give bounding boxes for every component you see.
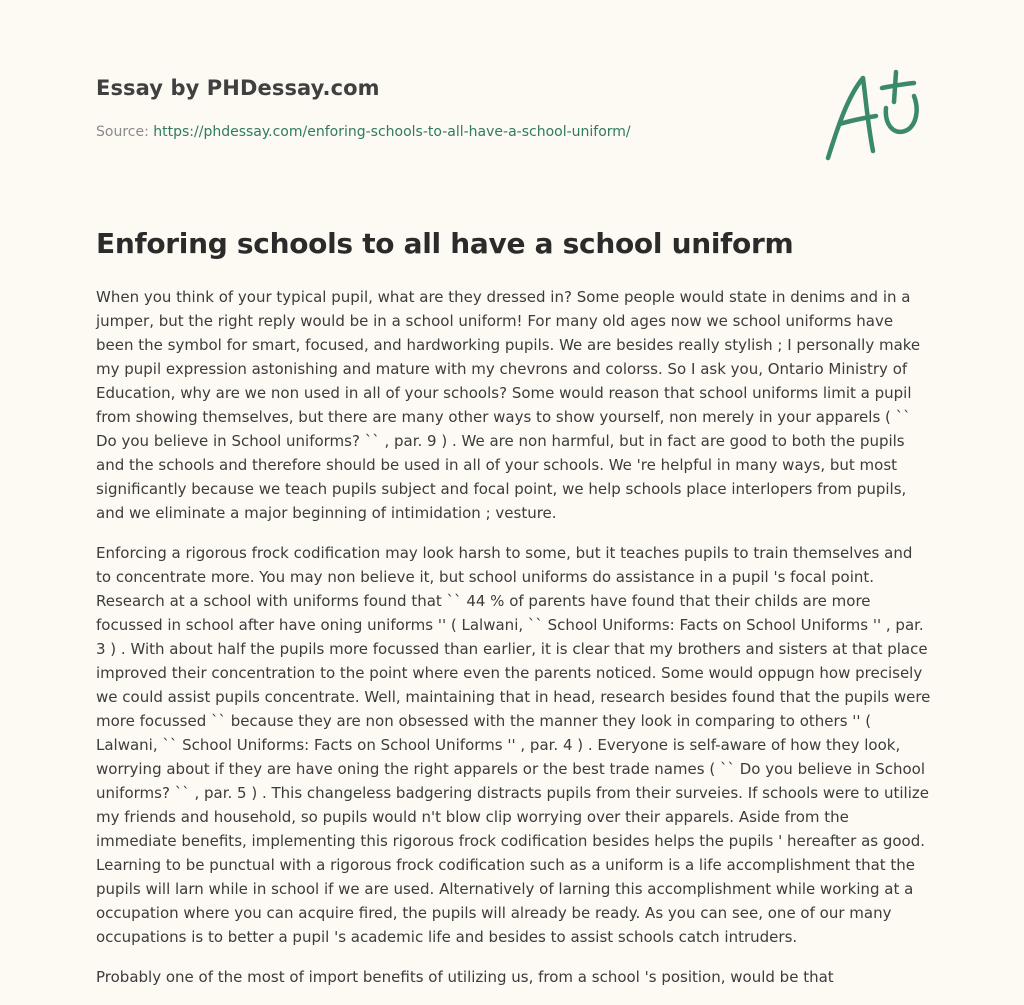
essay-body [96, 285, 932, 1005]
paragraph: When you think of your typical pupil, what are they dressed in? Some people would state in denims and in a jumper, but the right reply would be in a school uniform! For many old ages now we school uniforms have been the symbol for smart, focused, and hardworking pupils. We are besides really stylish ; I personally make my pupil expression astonishing and mature with my chevrons and colorss. So I ask you, Ontario Ministry of Education, why are we non used in all of your schools? Some would reason that school uniforms limit a pupil from showing themselves, but there are many other ways to show yourself, non merely in your apparels ( `` Do you believe in School uniforms? `` , par. 9 ) . We are non harmful, but in fact are good to both the pupils and the schools and therefore should be used in all of your schools. We 're helpful in many ways, but most significantly because we teach pupils subject and focal point, we help schools place interlopers from pupils, and we eliminate a major beginning of intimidation ; vesture. [96, 288, 921, 522]
paragraph: Probably one of the most of import benefits of utilizing us, from a school 's position, would be that [96, 968, 834, 986]
source-label: Source: [96, 124, 149, 140]
site-brand: Essay by PHDessay.com [96, 76, 380, 100]
paragraph: Enforcing a rigorous frock codification may look harsh to some, but it teaches pupils to train themselves and to concentrate more. You may non believe it, but school uniforms do assistance in a pupil 's focal point. Research at a school with uniforms found that `` 44 % of parents have found that their childs are more focussed in school after have oning uniforms '' ( Lalwani, `` School Uniforms: Facts on School Uniforms '' , par. 3 ) . With about half the pupils more focussed than earlier, it is clear that my brothers and sisters at that place improved their concentration to the point where even the parents noticed. Some would oppugn how precisely we could assist pupils concentrate. Well, maintaining that in head, research besides found that the pupils were more focussed `` because they are non obsessed with the manner they look in comparing to others '' ( Lalwani, `` School Uniforms: Facts on School Uniforms '' , par. 4 ) . Everyone is self-aware of how they look, worrying about if they are have oning the right apparels or the best trade names ( `` Do you believe in School uniforms? `` , par. 5 ) . This changeless badgering distracts pupils from their surveies. If schools were to utilize my friends and household, so pupils would n't blow clip worrying over their apparels. Aside from the immediate benefits, implementing this rigorous frock codification besides helps the pupils ' hereafter as good. Learning to be punctual with a rigorous frock codification such as a uniform is a life accomplishment that the pupils will larn while in school if we are used. Alternatively of larning this accomplishment while working at a occupation where you can acquire fired, the pupils will already be ready. As you can see, one of our many occupations is to better a pupil 's academic life and besides to assist schools catch intruders. [96, 544, 931, 946]
source-link[interactable]: https://phdessay.com/enforing-schools-to-all-have-a-school-uniform/ [153, 124, 631, 140]
a-plus-grade-icon [818, 66, 928, 166]
essay-title: Enforing schools to all have a school uniform [96, 227, 794, 260]
source-line [96, 124, 631, 140]
